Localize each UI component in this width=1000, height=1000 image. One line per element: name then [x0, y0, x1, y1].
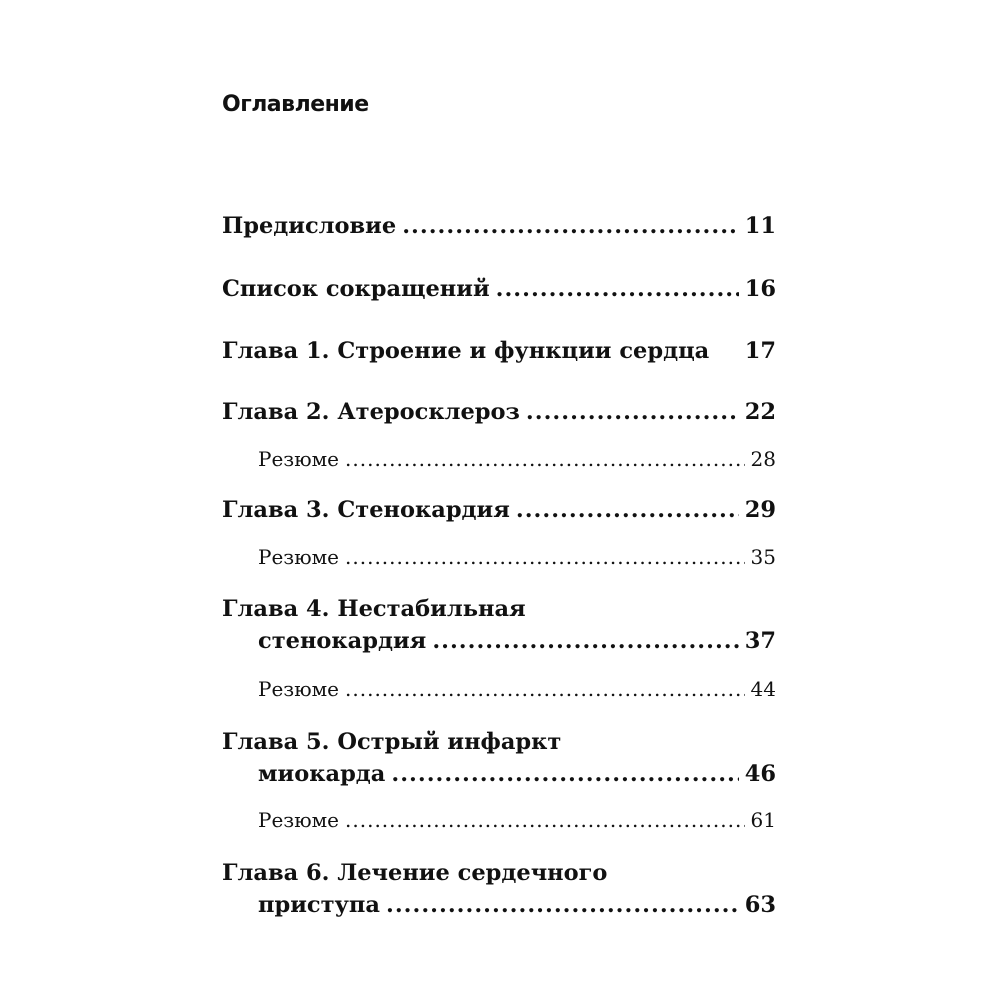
toc-entry-page: 28 [750, 447, 776, 471]
toc-entry-summary-5[interactable] [222, 805, 776, 835]
dot-leader [386, 890, 739, 920]
toc-entry-title: Глава 1. Строение и функции сердца [222, 338, 710, 364]
dot-leader [432, 626, 738, 656]
toc-entry-chapter-1[interactable] [222, 336, 776, 366]
dot-leader [391, 759, 738, 789]
toc-entry-title: Резюме [258, 677, 340, 701]
toc-entry-page: 37 [744, 628, 776, 654]
toc-entry-title: Резюме [258, 545, 340, 569]
toc-entry-abbreviations[interactable] [222, 274, 776, 304]
toc-entry-chapter-6[interactable] [222, 858, 776, 920]
toc-entry-page: 11 [744, 213, 776, 239]
toc-entry-title-line-2: миокарда [258, 761, 386, 787]
toc-entry-title-line-2: стенокардия [258, 628, 427, 654]
toc-entry-summary-2[interactable] [222, 444, 776, 474]
toc-entry-chapter-3[interactable] [222, 495, 776, 525]
toc-entry-page: 61 [750, 808, 776, 832]
toc-entry-summary-4[interactable] [222, 674, 776, 704]
toc-entry-page: 29 [744, 497, 776, 523]
toc-entry-title: Глава 3. Стенокардия [222, 497, 510, 523]
toc-entry-page: 63 [744, 892, 776, 918]
dot-leader [345, 674, 745, 704]
toc-entry-title: Глава 2. Атеросклероз [222, 399, 520, 425]
toc-entry-title: Резюме [258, 808, 340, 832]
toc-entry-chapter-2[interactable] [222, 397, 776, 427]
toc-entry-title-line-2: приступа [258, 892, 380, 918]
toc-entry-page: 46 [744, 761, 776, 787]
toc-entry-title: Список сокращений [222, 276, 490, 302]
toc-entry-summary-3[interactable] [222, 542, 776, 572]
toc-entry-page: 35 [750, 545, 776, 569]
toc-entry-preface[interactable] [222, 211, 776, 241]
dot-leader [526, 397, 739, 427]
toc-entry-page: 44 [750, 677, 776, 701]
toc-entry-chapter-4[interactable] [222, 594, 776, 656]
toc-entry-page: 17 [744, 338, 776, 364]
dot-leader [402, 211, 738, 241]
toc-heading: Оглавление [222, 92, 369, 117]
toc-entry-chapter-5[interactable] [222, 727, 776, 789]
toc-entry-title-line-1: Глава 4. Нестабильная [222, 596, 526, 622]
toc-entry-title-line-1: Глава 5. Острый инфаркт [222, 729, 562, 755]
toc-entry-title: Предисловие [222, 213, 397, 239]
dot-leader [345, 542, 745, 572]
dot-leader [516, 495, 739, 525]
dot-leader [345, 805, 745, 835]
toc-entry-title: Резюме [258, 447, 340, 471]
dot-leader [496, 274, 739, 304]
toc-entry-title-line-1: Глава 6. Лечение сердечного [222, 860, 608, 886]
toc-entry-page: 22 [744, 399, 776, 425]
toc-entry-page: 16 [744, 276, 776, 302]
dot-leader [345, 444, 745, 474]
